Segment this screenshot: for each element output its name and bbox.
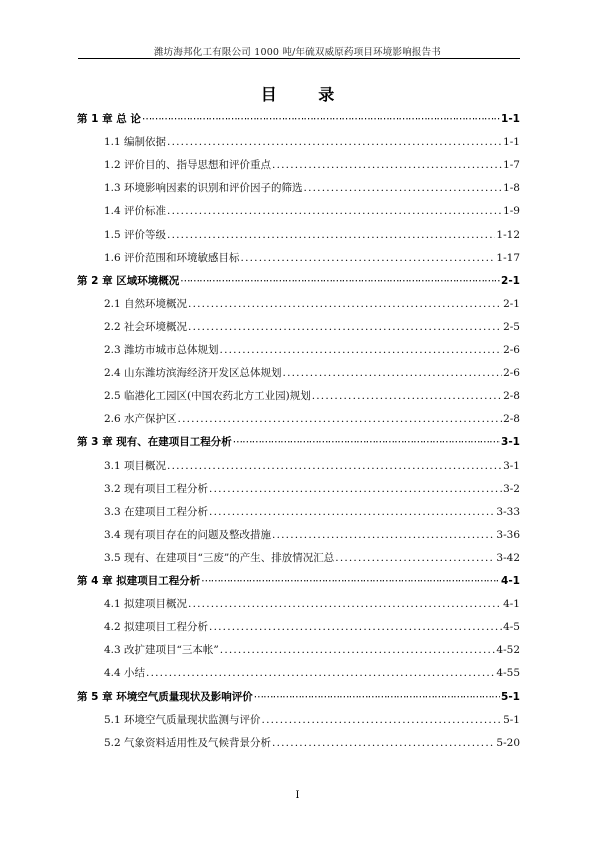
toc-section-entry[interactable]: [104, 736, 520, 750]
dot-leader: [262, 713, 503, 727]
toc-entry-label: 5.1 环境空气质量现状监测与评价: [104, 713, 261, 726]
toc-entry-label: 2.1 自然环境概况: [104, 297, 188, 310]
dot-leader: [146, 666, 495, 680]
toc-entry-label: 第 4 章 拟建项目工程分析: [77, 575, 201, 587]
dot-leader: [272, 158, 502, 172]
document-header: 潍坊海邦化工有限公司 1000 吨/年硫双威原药项目环境影响报告书: [153, 47, 442, 58]
toc-entry-label: 3.1 项目概况: [104, 459, 167, 472]
toc-entry-page: 2-1: [503, 297, 520, 310]
toc-entry-page: 1-12: [496, 228, 520, 241]
toc-entry-page: 2-5: [503, 320, 520, 333]
toc-entry-label: 第 3 章 现有、在建项目工程分析: [77, 436, 232, 449]
toc-entry-label: 4.4 小结: [104, 667, 146, 680]
toc-entry-label: 3.4 现有项目存在的问题及整改措施: [104, 528, 272, 541]
toc-entry-label: 第 2 章 区域环境概况: [77, 274, 180, 287]
toc-entry-page: 2-6: [503, 367, 520, 380]
dot-leader: [241, 251, 496, 265]
toc-section-entry[interactable]: [104, 228, 520, 242]
toc-section-entry[interactable]: [104, 459, 520, 473]
toc-entry-label: 3.5 现有、在建项目“三废”的产生、排放情况汇总: [104, 551, 335, 564]
toc-entry-label: 4.2 拟建项目工程分析: [104, 621, 209, 634]
toc-section-entry[interactable]: [104, 412, 520, 426]
dot-leader: [167, 135, 502, 149]
dot-leader: [335, 551, 495, 565]
toc-entry-label: 3.3 在建项目工程分析: [104, 505, 209, 518]
toc-entry-page: 5-1: [501, 690, 520, 703]
toc-entry-label: 2.5 临港化工园区(中国农药北方工业园)规划: [104, 390, 311, 403]
toc-entry-page: 4-52: [496, 644, 520, 657]
dot-leader: [209, 620, 502, 634]
dot-leader: [201, 574, 500, 588]
toc-entry-page: 1-9: [503, 205, 520, 218]
toc-entry-page: 4-55: [496, 667, 520, 680]
toc-entry-page: 4-5: [503, 621, 520, 634]
toc-section-entry[interactable]: [104, 505, 520, 519]
toc-entry-page: 3-42: [496, 551, 520, 564]
toc-section-entry[interactable]: [104, 597, 520, 611]
toc-title: 目 录: [260, 85, 353, 104]
toc-section-entry[interactable]: [104, 389, 520, 403]
page-number: I: [295, 790, 300, 801]
toc-entry-page: 5-20: [496, 736, 520, 749]
toc-section-entry[interactable]: [104, 251, 520, 265]
toc-chapter-entry[interactable]: [77, 274, 520, 288]
toc-entry-label: 1.6 评价范围和环境敏感目标: [104, 251, 240, 264]
toc-section-entry[interactable]: [104, 666, 520, 680]
toc-entry-label: 5.2 气象资料适用性及气候背景分析: [104, 736, 272, 749]
dot-leader: [209, 482, 502, 496]
toc-section-entry[interactable]: [104, 366, 520, 380]
toc-entry-label: 4.3 改扩建项目“三本帐”: [104, 644, 219, 657]
toc-section-entry[interactable]: [104, 482, 520, 496]
toc-chapter-entry[interactable]: [77, 435, 520, 449]
toc-entry-page: 4-1: [503, 598, 520, 611]
toc-entry-label: 1.2 评价目的、指导思想和评价重点: [104, 159, 272, 172]
toc-section-entry[interactable]: [104, 158, 520, 172]
dot-leader: [283, 366, 503, 380]
toc-entry-page: 4-1: [501, 575, 520, 587]
toc-section-entry[interactable]: [104, 204, 520, 218]
toc-section-entry[interactable]: [104, 620, 520, 634]
dot-leader: [167, 204, 502, 218]
toc-section-entry[interactable]: [104, 181, 520, 195]
toc-entry-page: 1-8: [503, 182, 520, 195]
dot-leader: [167, 228, 495, 242]
toc-entry-page: 3-36: [496, 528, 520, 541]
dot-leader: [209, 505, 495, 519]
toc-entry-label: 2.3 潍坊市城市总体规划: [104, 344, 219, 356]
toc-entry-label: 第 5 章 环境空气质量现状及影响评价: [77, 690, 253, 703]
toc-entry-page: 3-33: [496, 505, 520, 518]
toc-entry-label: 2.2 社会环境概况: [104, 320, 188, 333]
toc-entry-page: 1-1: [501, 113, 520, 125]
toc-section-entry[interactable]: [104, 297, 520, 311]
toc-entry-label: 1.5 评价等级: [104, 228, 167, 241]
toc-section-entry[interactable]: [104, 320, 520, 334]
toc-entry-page: 3-2: [503, 482, 520, 495]
toc-entry-page: 2-1: [501, 274, 520, 287]
toc-entry-page: 2-8: [503, 413, 520, 426]
dot-leader: [188, 597, 502, 611]
toc-entry-label: 1.4 评价标准: [104, 205, 167, 218]
dot-leader: [167, 459, 502, 473]
toc-entry-label: 1.1 编制依据: [104, 136, 167, 149]
dot-leader: [220, 643, 496, 657]
toc-entry-label: 2.6 水产保护区: [104, 413, 177, 426]
toc-section-entry[interactable]: [104, 343, 520, 357]
toc-section-entry[interactable]: [104, 551, 520, 565]
toc-section-entry[interactable]: [104, 135, 520, 149]
toc-chapter-entry[interactable]: [77, 112, 520, 126]
dot-leader: [188, 320, 502, 334]
toc-entry-page: 3-1: [501, 436, 520, 449]
dot-leader: [312, 389, 502, 403]
toc-chapter-entry[interactable]: [77, 574, 520, 588]
toc-entry-label: 2.4 山东潍坊滨海经济开发区总体规划: [104, 367, 282, 380]
dot-leader: [142, 112, 500, 126]
dot-leader: [220, 343, 503, 357]
dot-leader: [272, 528, 495, 542]
dot-leader: [178, 412, 503, 426]
dot-leader: [188, 297, 502, 311]
dot-leader: [304, 181, 503, 195]
dot-leader: [180, 274, 500, 288]
dot-leader: [233, 435, 500, 449]
toc-entry-page: 3-1: [503, 459, 520, 472]
toc-entry-page: 1-7: [503, 159, 520, 172]
toc-section-entry[interactable]: [104, 528, 520, 542]
toc-chapter-entry[interactable]: [77, 690, 520, 704]
dot-leader: [254, 690, 500, 704]
dot-leader: [272, 736, 495, 750]
toc-entry-label: 第 1 章 总 论: [77, 113, 141, 125]
toc-entry-label: 1.3 环境影响因素的识别和评价因子的筛选: [104, 182, 303, 195]
toc-section-entry[interactable]: [104, 643, 520, 657]
toc-entry-page: 2-6: [503, 344, 520, 356]
toc-entry-label: 3.2 现有项目工程分析: [104, 482, 209, 495]
toc-entry-page: 5-1: [503, 713, 520, 726]
toc-entry-page: 1-1: [503, 136, 520, 149]
toc-section-entry[interactable]: [104, 713, 520, 727]
toc-entry-page: 2-8: [503, 390, 520, 403]
toc-entry-label: 4.1 拟建项目概况: [104, 598, 188, 611]
toc-entry-page: 1-17: [496, 251, 520, 264]
